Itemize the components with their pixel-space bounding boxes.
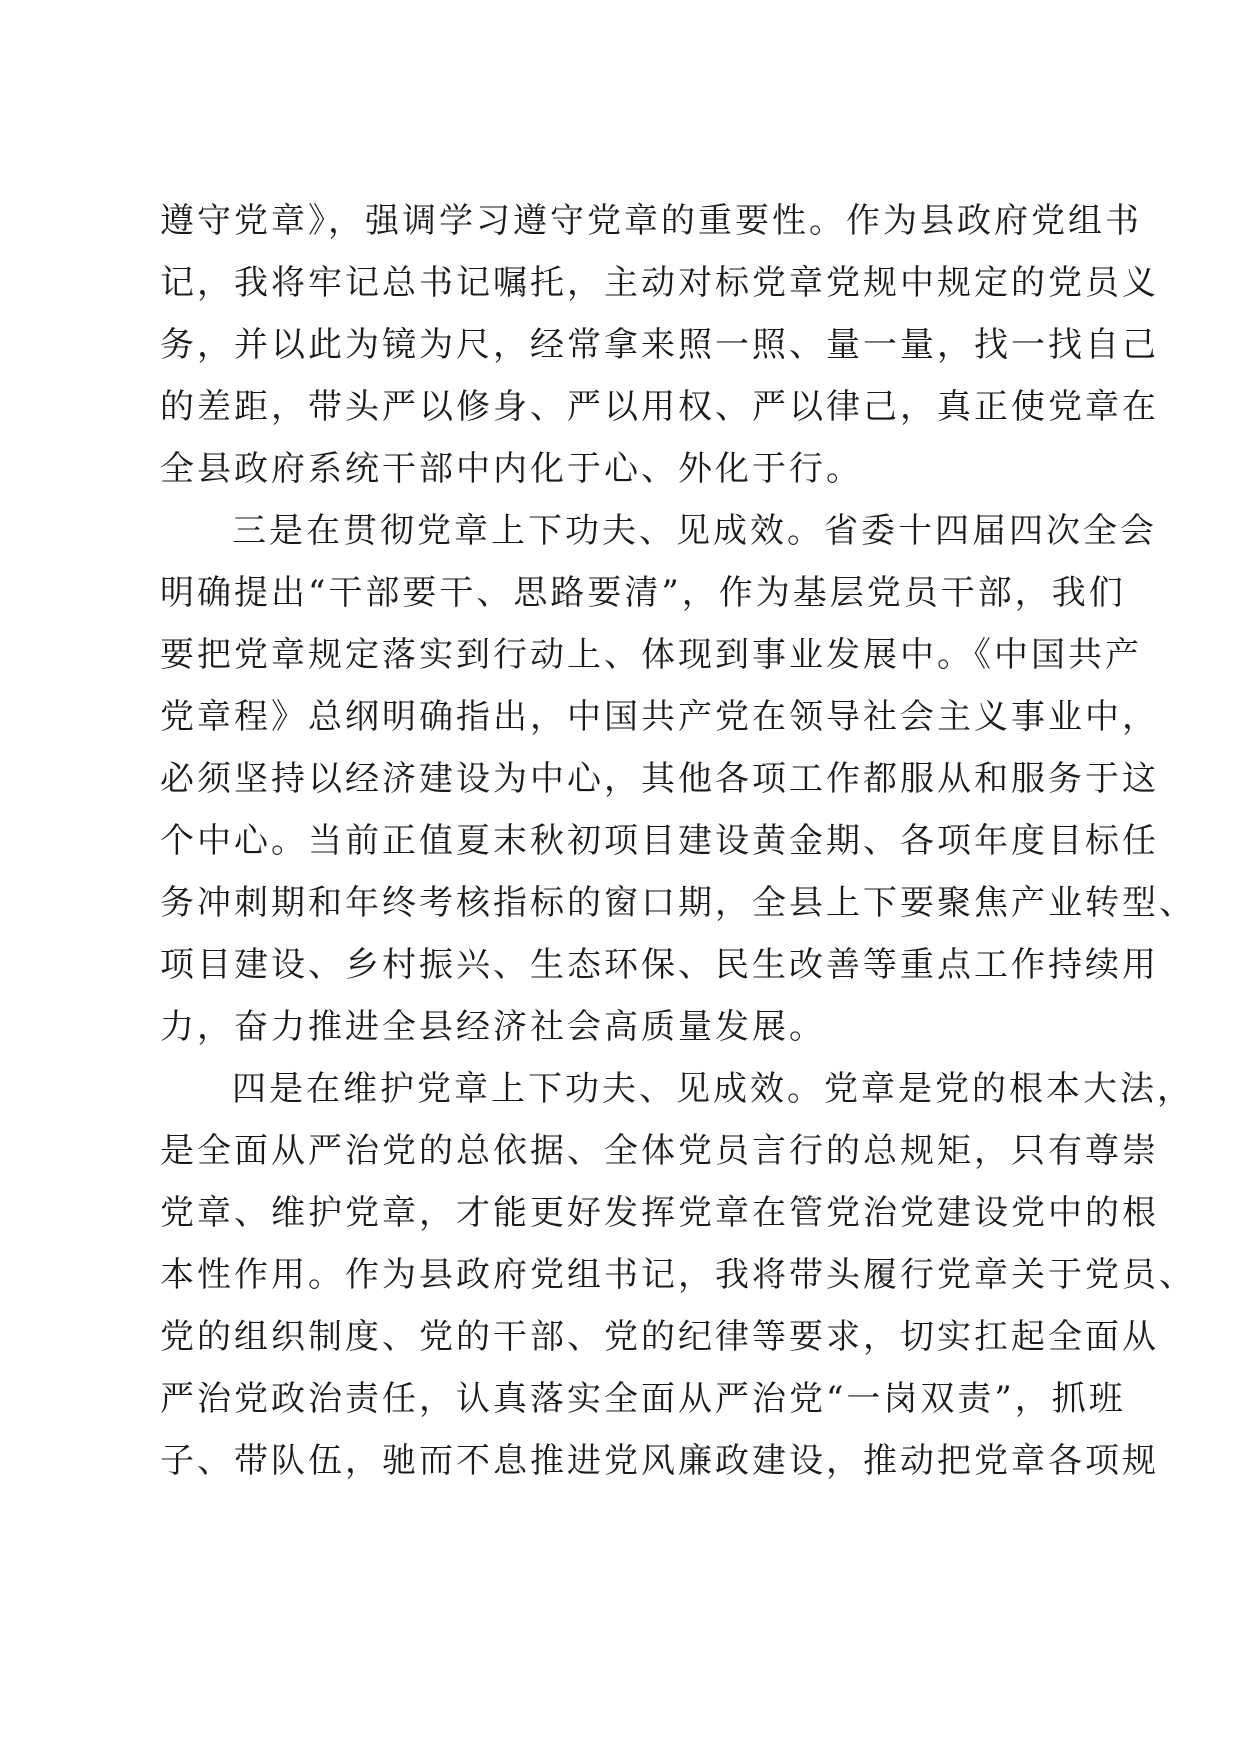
paragraph-start-line: 四是在维护党章上下功夫、见成效。党章是党的根本大法， (232, 1069, 1194, 1109)
text-line: 务，并以此为镜为尺，经常拿来照一照、量一量，找一找自己 (160, 325, 1159, 365)
text-line: 遵守党章》，强调学习遵守党章的重要性。作为县政府党组书 (160, 201, 1142, 241)
text-line: 项目建设、乡村振兴、生态环保、民生改善等重点工作持续用 (160, 945, 1159, 985)
text-line: 党章、维护党章，才能更好发挥党章在管党治党建设党中的根 (160, 1193, 1159, 1233)
text-line: 全县政府系统干部中内化于心、外化于行。 (160, 449, 863, 489)
text-line: 本性作用。作为县政府党组书记，我将带头履行党章关于党员、 (160, 1255, 1196, 1295)
text-line: 力，奋力推进全县经济社会高质量发展。 (160, 1007, 826, 1047)
text-line: 必须坚持以经济建设为中心，其他各项工作都服从和服务于这 (160, 759, 1159, 799)
text-line: 务冲刺期和年终考核指标的窗口期，全县上下要聚焦产业转型、 (160, 883, 1196, 923)
text-line: 明确提出“干部要干、思路要清”，作为基层党员干部，我们 (160, 573, 1126, 613)
text-line: 严治党政治责任，认真落实全面从严治党“一岗双责”，抓班 (160, 1379, 1126, 1419)
text-line: 子、带队伍，驰而不息推进党风廉政建设，推动把党章各项规 (160, 1441, 1159, 1481)
text-line: 党章程》总纲明确指出，中国共产党在领导社会主义事业中， (160, 697, 1159, 737)
text-line: 党的组织制度、党的干部、党的纪律等要求，切实扛起全面从 (160, 1317, 1159, 1357)
body-text (160, 190, 1196, 1492)
text-line: 的差距，带头严以修身、严以用权、严以律己，真正使党章在 (160, 387, 1159, 427)
text-line: 是全面从严治党的总依据、全体党员言行的总规矩，只有尊崇 (160, 1131, 1159, 1171)
text-line: 记，我将牢记总书记嘱托，主动对标党章党规中规定的党员义 (160, 263, 1159, 303)
text-line: 个中心。当前正值夏末秋初项目建设黄金期、各项年度目标任 (160, 821, 1159, 861)
text-line: 要把党章规定落实到行动上、体现到事业发展中。《中国共产 (160, 635, 1142, 675)
paragraph-start-line: 三是在贯彻党章上下功夫、见成效。省委十四届四次全会 (232, 511, 1157, 551)
